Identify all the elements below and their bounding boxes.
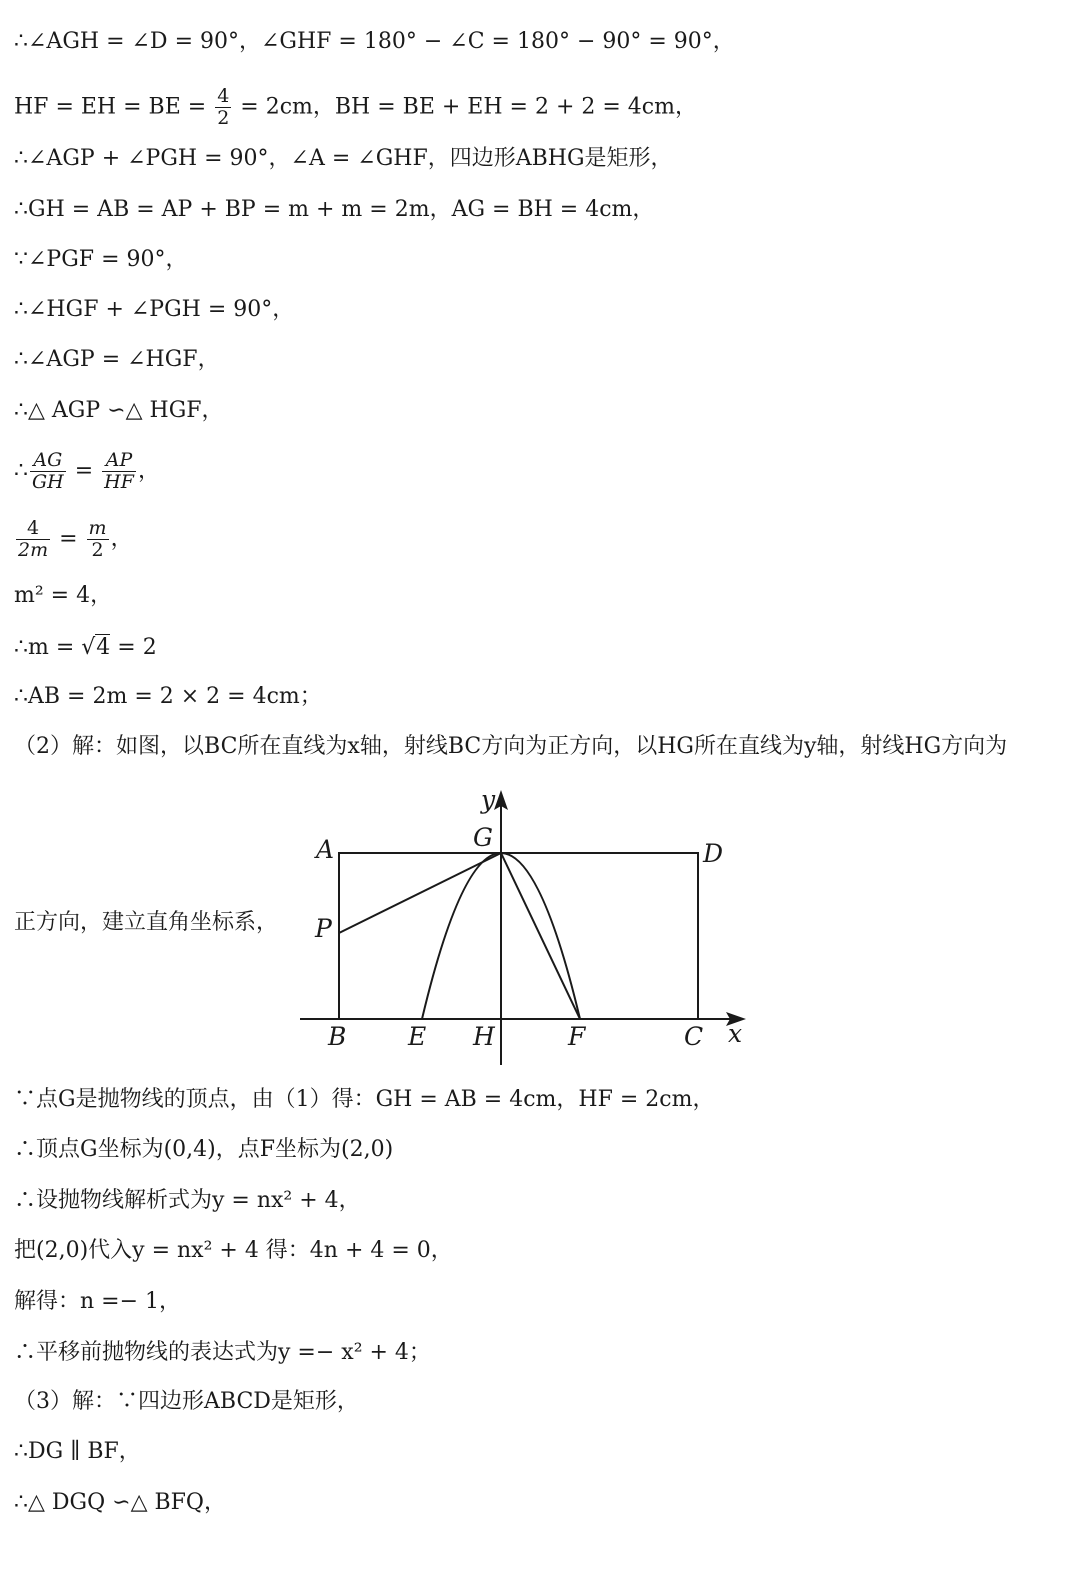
fraction-ag-over-gh — [30, 450, 66, 493]
line-13: ∴AB = 2m = 2 × 2 = 4cm； — [14, 684, 322, 709]
label-b: B — [328, 1022, 347, 1051]
line-24: ∴△ DGQ ∽△ BFQ， — [14, 1490, 226, 1515]
line-5: ∵∠PGF = 90°， — [14, 247, 188, 272]
line-9-equals: = — [67, 458, 101, 484]
line-12-text-b: = 2 — [110, 635, 157, 660]
line-10-equals: = — [52, 526, 85, 552]
label-a: A — [316, 835, 335, 864]
fraction-denominator: 2m — [18, 539, 49, 561]
fraction-denominator: HF — [104, 471, 134, 493]
line-12-text-a: ∴m = √ — [14, 635, 96, 660]
line-10 — [14, 518, 133, 561]
label-g: G — [473, 823, 493, 852]
line-9-suffix: ， — [137, 458, 160, 484]
line-6: ∴∠HGF + ∠PGH = 90°， — [14, 297, 295, 322]
label-y: y — [481, 785, 496, 814]
label-x: x — [728, 1019, 743, 1048]
line-17: ∴顶点G坐标为(0,4)，点F坐标为(2,0) — [14, 1137, 394, 1162]
fraction-denominator: 2 — [91, 539, 104, 561]
fraction-numerator: AG — [30, 450, 66, 472]
fraction-denominator: GH — [32, 471, 64, 493]
line-23: ∴DG ∥ BF， — [14, 1439, 141, 1464]
rectangle-abcd — [339, 853, 698, 1019]
line-21: ∴平移前抛物线的表达式为y =− x² + 4； — [14, 1340, 431, 1365]
line-11: m² = 4， — [14, 583, 113, 608]
line-8: ∴△ AGP ∽△ HGF， — [14, 398, 224, 423]
label-p: P — [315, 914, 332, 943]
line-2-text-b: = 2cm，BH = BE + EH = 2 + 2 = 4cm， — [233, 94, 697, 120]
fraction-numerator: 4 — [16, 518, 50, 540]
label-h: H — [473, 1022, 495, 1051]
fraction-denominator: 2 — [217, 107, 230, 129]
line-9 — [14, 450, 160, 493]
line-9-prefix: ∴ — [14, 458, 28, 484]
segment-gf — [501, 853, 580, 1019]
line-10-suffix: ， — [110, 526, 133, 552]
sqrt-radicand: 4 — [96, 635, 111, 660]
fraction-ap-over-hf — [102, 450, 136, 493]
label-e: E — [408, 1022, 427, 1051]
fraction-4-over-2m — [16, 518, 50, 561]
line-19: 把(2,0)代入y = nx² + 4 得：4n + 4 = 0， — [14, 1238, 453, 1263]
fraction-numerator: m — [88, 517, 107, 539]
line-2-text-a: HF = EH = BE = — [14, 94, 214, 120]
line-22: （3）解：∵四边形ABCD是矩形， — [14, 1389, 359, 1414]
fraction-4-over-2 — [215, 86, 231, 129]
line-16: ∵点G是抛物线的顶点，由（1）得：GH = AB = 4cm，HF = 2cm， — [14, 1087, 715, 1112]
fraction-numerator: AP — [102, 450, 136, 472]
line-15: 正方向，建立直角坐标系， — [14, 910, 279, 935]
coordinate-figure — [292, 780, 762, 1080]
line-3: ∴∠AGP + ∠PGH = 90°，∠A = ∠GHF，四边形ABHG是矩形， — [14, 146, 673, 171]
label-c: C — [684, 1022, 704, 1051]
fraction-numerator: 4 — [217, 85, 230, 107]
line-20: 解得：n =− 1， — [14, 1289, 182, 1314]
label-d: D — [703, 839, 724, 868]
line-12 — [14, 633, 157, 663]
line-7: ∴∠AGP = ∠HGF， — [14, 347, 220, 372]
segment-pg — [339, 853, 501, 933]
line-18: ∴设抛物线解析式为y = nx² + 4， — [14, 1188, 361, 1213]
fraction-m-over-2 — [87, 518, 109, 561]
line-2 — [14, 86, 697, 129]
label-f: F — [568, 1022, 586, 1051]
line-1: ∴∠AGH = ∠D = 90°，∠GHF = 180° − ∠C = 180° − 90° = 90°， — [14, 29, 735, 54]
line-4: ∴GH = AB = AP + BP = m + m = 2m，AG = BH = 4cm， — [14, 197, 655, 222]
line-14: （2）解：如图，以BC所在直线为x轴，射线BC方向为正方向，以HG所在直线为y轴，射线HG方向为 — [14, 734, 1008, 759]
